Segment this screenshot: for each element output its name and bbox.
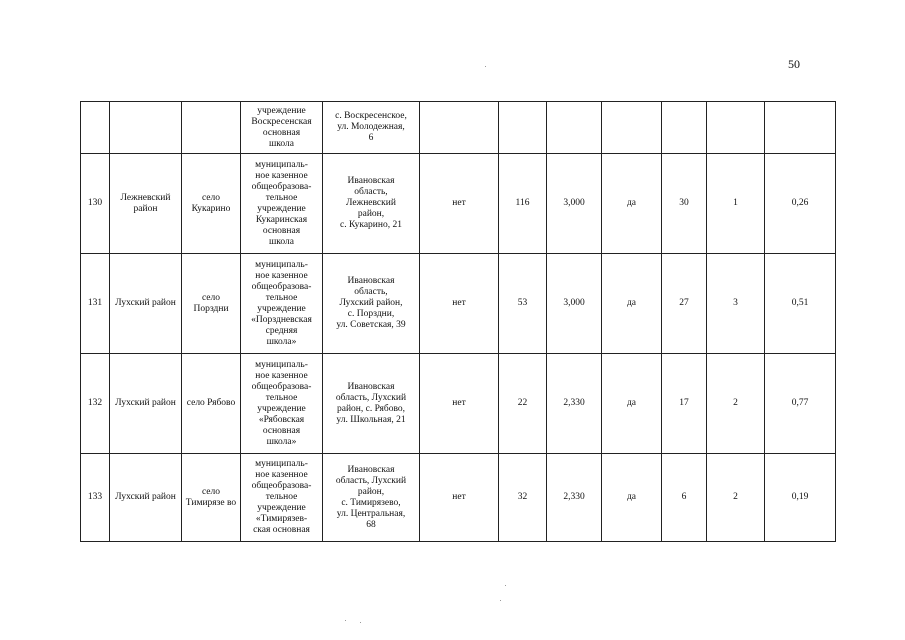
value-cell: 3,000 [547,254,602,354]
institution-cell: муниципаль- ное казенное общеобразова- тельное учреждение Кукаринская основная школа [241,154,323,254]
flag2-cell: да [602,454,662,542]
table-row [81,102,836,154]
page-number: 50 [788,57,800,71]
ratio-cell [765,102,836,154]
ratio-cell: 0,26 [765,154,836,254]
ratio-cell: 0,51 [765,254,836,354]
value-cell: 2,330 [547,454,602,542]
count-cell: 116 [499,154,547,254]
row-number: 133 [81,454,110,542]
col11-cell [707,102,765,154]
flag1-cell [420,102,499,154]
value-cell: 3,000 [547,154,602,254]
flag1-cell: нет [420,254,499,354]
count-cell: 53 [499,254,547,354]
value-cell: 2,330 [547,354,602,454]
address-cell: Ивановская область, Лухский район, с. Тимирязево, ул. Центральная, 68 [323,454,420,542]
ratio-cell: 0,77 [765,354,836,454]
settlement-cell: село Кукарино [182,154,241,254]
col10-cell: 27 [662,254,707,354]
flag1-cell: нет [420,354,499,454]
district-cell: Лухский район [110,354,182,454]
table-row [81,354,836,454]
flag2-cell: да [602,254,662,354]
district-cell: Лежневский район [110,154,182,254]
district-cell [110,102,182,154]
col10-cell [662,102,707,154]
institution-cell: муниципаль- ное казенное общеобразова- тельное учреждение «Тимирязев- ская основная [241,454,323,542]
col10-cell: 30 [662,154,707,254]
col11-cell: 2 [707,354,765,454]
flag1-cell: нет [420,454,499,542]
col11-cell: 1 [707,154,765,254]
col10-cell: 17 [662,354,707,454]
institution-cell: муниципаль- ное казенное общеобразова- тельное учреждение «Рябовская основная школа» [241,354,323,454]
count-cell: 32 [499,454,547,542]
address-cell: Ивановская область, Лухский район, с. Порздни, ул. Советская, 39 [323,254,420,354]
settlement-cell: село Тимирязе во [182,454,241,542]
table-row [81,254,836,354]
district-cell: Лухский район [110,454,182,542]
settlement-cell: село Порздни [182,254,241,354]
table-row [81,154,836,254]
district-cell: Лухский район [110,254,182,354]
flag1-cell: нет [420,154,499,254]
flag2-cell [602,102,662,154]
institution-cell: учреждение Воскресенская основная школа [241,102,323,154]
settlement-cell: село Рябово [182,354,241,454]
row-number: 132 [81,354,110,454]
institution-cell: муниципаль- ное казенное общеобразова- тельное учреждение «Порздневская средняя школа» [241,254,323,354]
table-row [81,454,836,542]
address-cell: Ивановская область, Лежневский район, с. Кукарино, 21 [323,154,420,254]
col11-cell: 3 [707,254,765,354]
flag2-cell: да [602,154,662,254]
flag2-cell: да [602,354,662,454]
col11-cell: 2 [707,454,765,542]
row-number: 131 [81,254,110,354]
count-cell [499,102,547,154]
value-cell [547,102,602,154]
count-cell: 22 [499,354,547,454]
row-number: 130 [81,154,110,254]
schools-table [80,101,836,542]
address-cell: Ивановская область, Лухский район, с. Рябово, ул. Школьная, 21 [323,354,420,454]
col10-cell: 6 [662,454,707,542]
row-number [81,102,110,154]
settlement-cell [182,102,241,154]
ratio-cell: 0,19 [765,454,836,542]
address-cell: с. Воскресенское, ул. Молодежная, 6 [323,102,420,154]
